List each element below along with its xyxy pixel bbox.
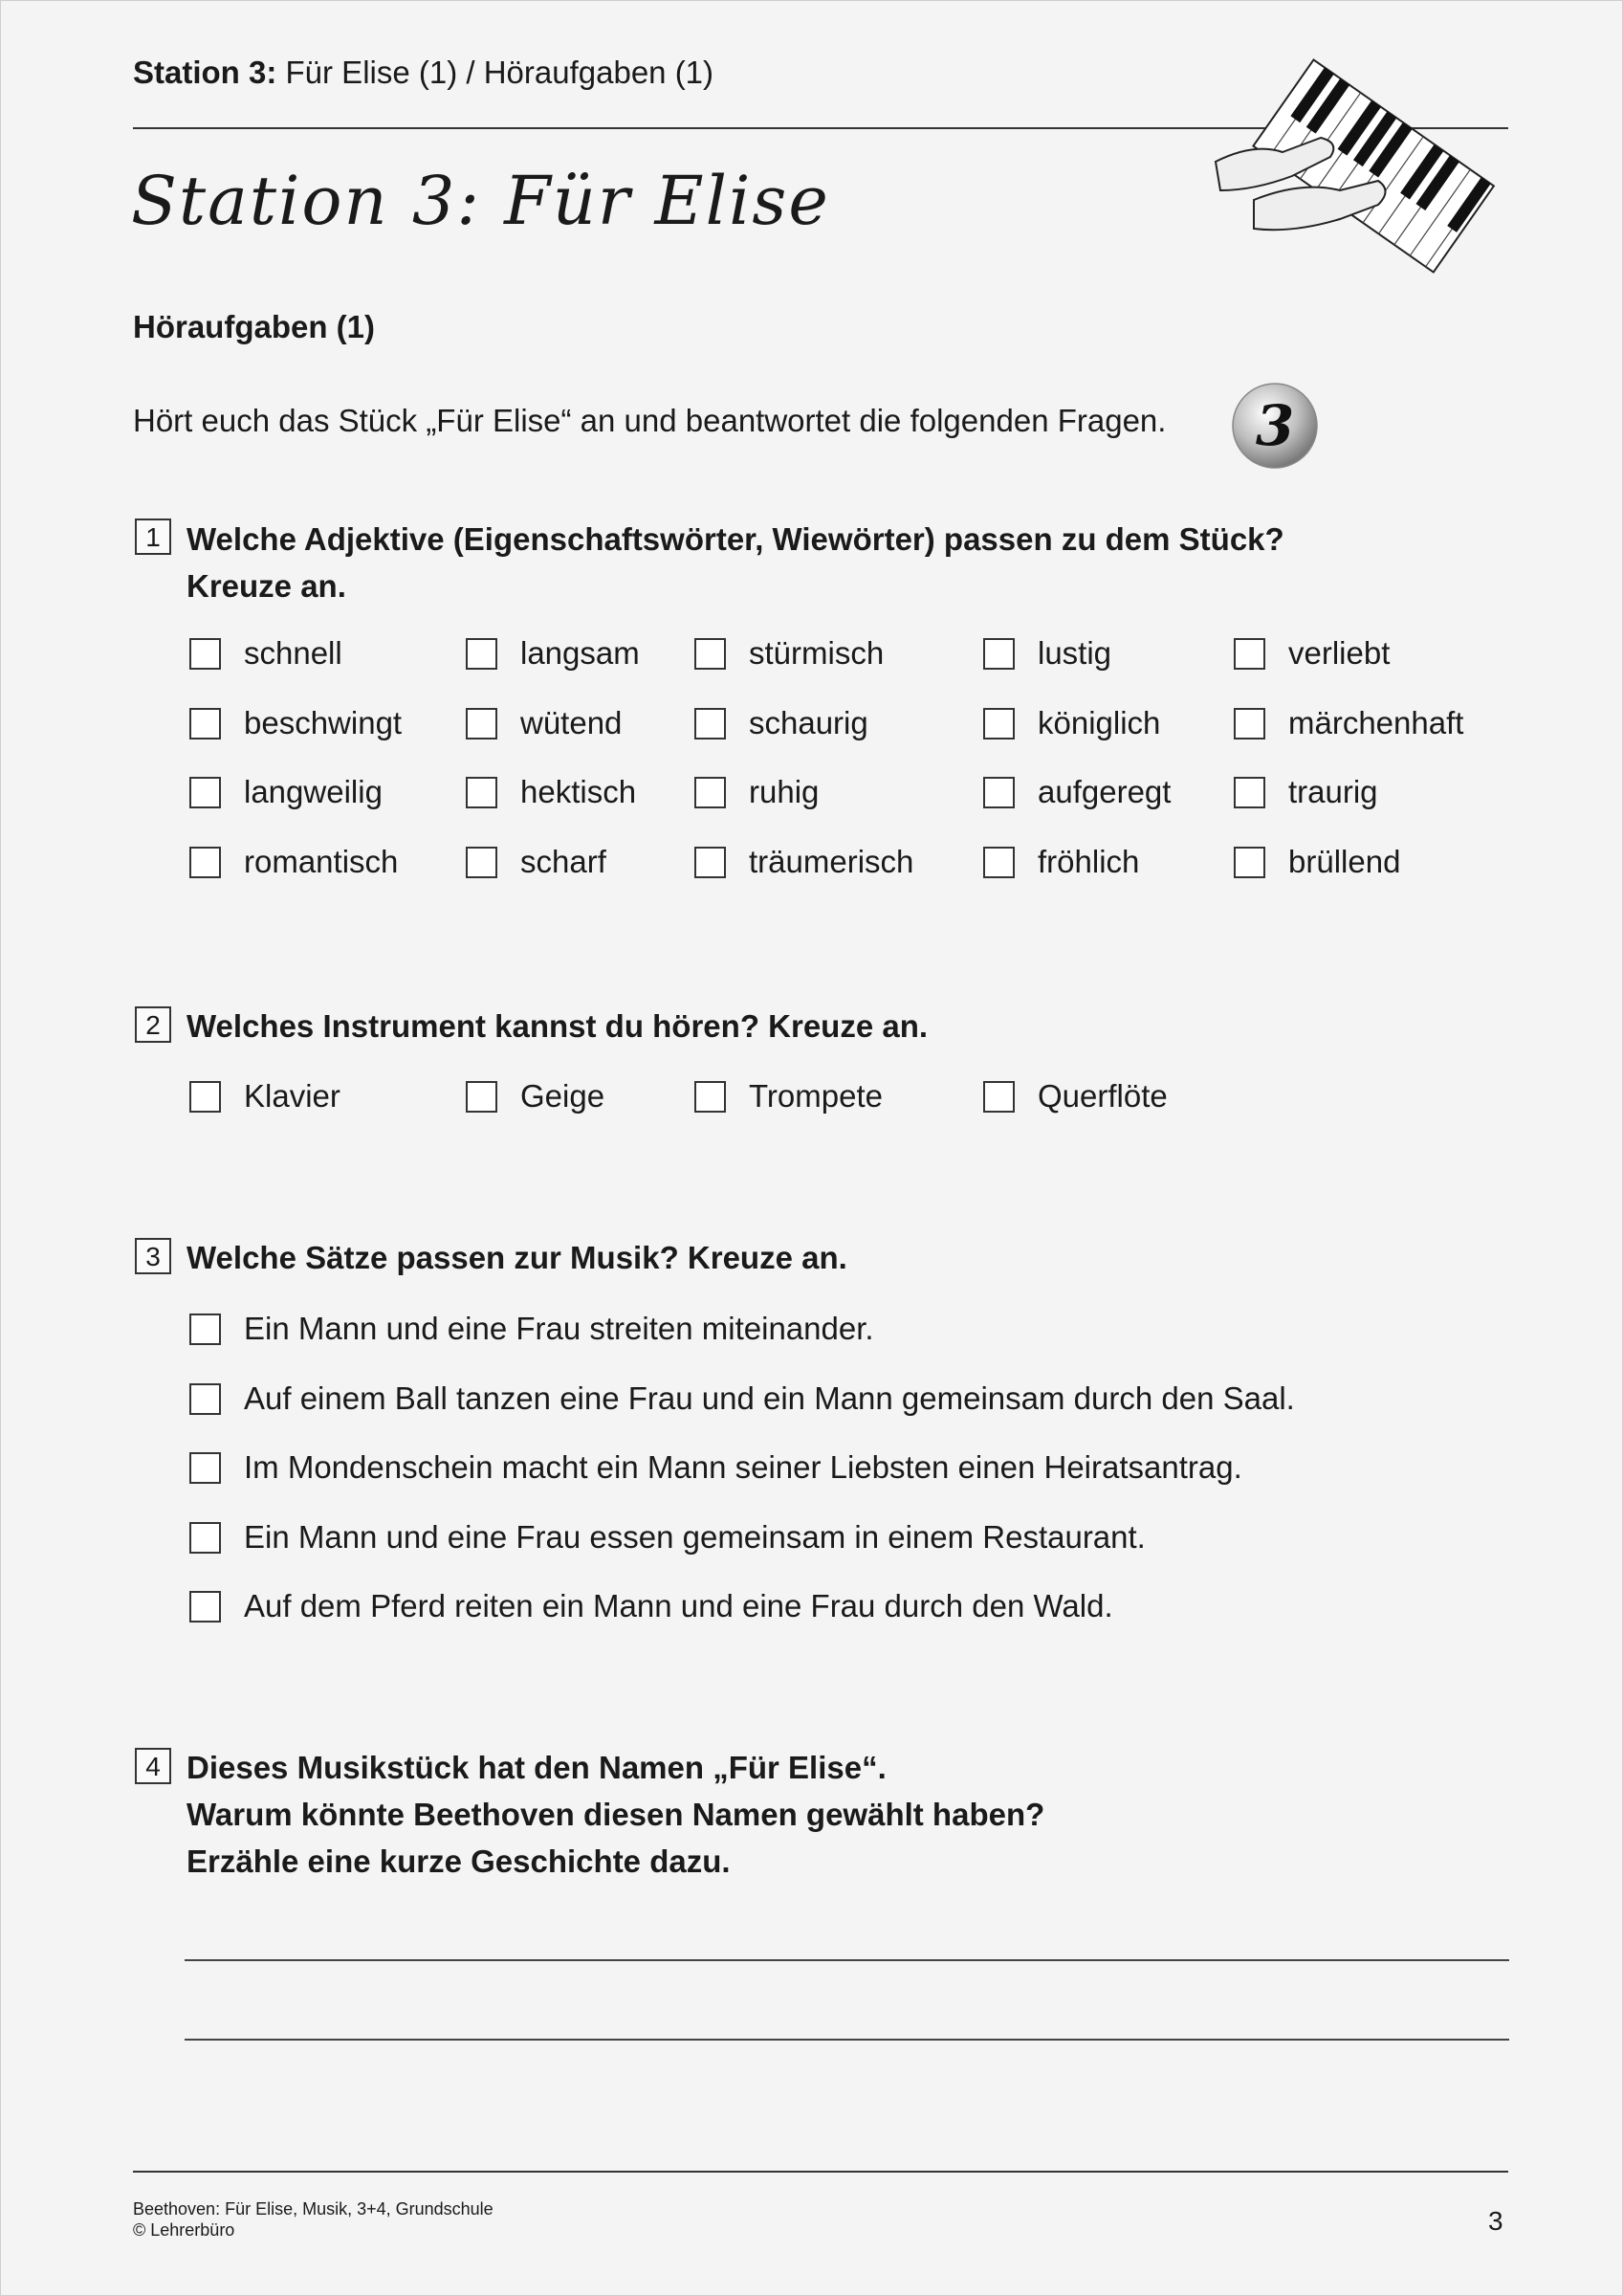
q2-option[interactable] <box>983 1078 1168 1115</box>
option-label: märchenhaft <box>1288 705 1464 740</box>
header-station-bold: Station 3: <box>133 55 277 90</box>
footer-line-2: © Lehrerbüro <box>133 2220 235 2240</box>
footer-rule <box>133 2171 1508 2173</box>
option-label: langweilig <box>244 774 383 809</box>
checkbox[interactable] <box>694 777 726 808</box>
q1-option[interactable] <box>466 774 636 810</box>
checkbox[interactable] <box>466 847 497 878</box>
question-1-line1: Welche Adjektive (Eigenschaftswörter, Wiewörter) passen zu dem Stück? <box>186 521 1284 557</box>
question-number-3: 3 <box>135 1238 171 1274</box>
intro-text: Hört euch das Stück „Für Elise“ an und beantwortet die folgenden Fragen. <box>133 403 1167 438</box>
q3-option[interactable] <box>189 1449 1242 1486</box>
section-subheading: Höraufgaben (1) <box>133 309 376 344</box>
q1-option[interactable] <box>694 705 868 741</box>
q2-option[interactable] <box>694 1078 883 1115</box>
q1-option[interactable] <box>983 844 1139 880</box>
option-label: Im Mondenschein macht ein Mann seiner Liebsten einen Heiratsantrag. <box>244 1449 1242 1485</box>
question-4-text <box>186 1744 1044 1885</box>
q1-option[interactable] <box>1234 635 1390 672</box>
option-label: traurig <box>1288 774 1378 809</box>
option-label: hektisch <box>520 774 637 809</box>
footer-line-1: Beethoven: Für Elise, Musik, 3+4, Grundschule <box>133 2199 493 2219</box>
question-1-line2: Kreuze an. <box>186 568 346 604</box>
option-label: beschwingt <box>244 705 403 740</box>
page-number: 3 <box>1488 2206 1503 2236</box>
q1-option[interactable] <box>189 844 398 880</box>
option-label: Trompete <box>749 1078 883 1114</box>
option-label: träumerisch <box>749 844 914 879</box>
q1-option[interactable] <box>189 774 383 810</box>
question-2-text: Welches Instrument kannst du hören? Kreuze an. <box>186 1008 929 1044</box>
checkbox[interactable] <box>189 777 221 808</box>
q2-option[interactable] <box>466 1078 604 1115</box>
answer-line-2[interactable] <box>185 2039 1509 2041</box>
footer-credits <box>133 2198 493 2241</box>
q1-option[interactable] <box>189 635 342 672</box>
option-label: königlich <box>1038 705 1161 740</box>
checkbox[interactable] <box>189 1383 221 1415</box>
q1-option[interactable] <box>466 844 606 880</box>
checkbox[interactable] <box>189 1591 221 1623</box>
q1-option[interactable] <box>1234 774 1378 810</box>
question-4-line1: Dieses Musikstück hat den Namen „Für Elise“. <box>186 1750 887 1785</box>
q1-option[interactable] <box>983 635 1111 672</box>
checkbox[interactable] <box>466 638 497 670</box>
option-label: romantisch <box>244 844 399 879</box>
q3-option[interactable] <box>189 1588 1113 1624</box>
question-number-2: 2 <box>135 1006 171 1043</box>
option-label: verliebt <box>1288 635 1391 671</box>
checkbox[interactable] <box>189 1452 221 1484</box>
checkbox[interactable] <box>189 847 221 878</box>
checkbox[interactable] <box>189 638 221 670</box>
q1-option[interactable] <box>694 774 819 810</box>
checkbox[interactable] <box>1234 638 1265 670</box>
checkbox[interactable] <box>983 1081 1015 1113</box>
checkbox[interactable] <box>1234 708 1265 740</box>
checkbox[interactable] <box>466 708 497 740</box>
cd-track-icon <box>1231 382 1319 470</box>
page-header <box>133 55 713 91</box>
checkbox[interactable] <box>466 1081 497 1113</box>
checkbox[interactable] <box>983 708 1015 740</box>
q2-option[interactable] <box>189 1078 340 1115</box>
question-4-line3: Erzähle eine kurze Geschichte dazu. <box>186 1843 731 1879</box>
option-label: Geige <box>520 1078 605 1114</box>
option-label: fröhlich <box>1038 844 1140 879</box>
q1-option[interactable] <box>694 635 884 672</box>
q3-option[interactable] <box>189 1380 1295 1417</box>
q1-option[interactable] <box>466 635 640 672</box>
option-label: schnell <box>244 635 342 671</box>
option-label: langsam <box>520 635 640 671</box>
checkbox[interactable] <box>983 638 1015 670</box>
header-station-rest: Für Elise (1) / Höraufgaben (1) <box>276 55 714 90</box>
option-label: aufgeregt <box>1038 774 1172 809</box>
checkbox[interactable] <box>189 1522 221 1554</box>
q1-option[interactable] <box>1234 844 1400 880</box>
option-label: Ein Mann und eine Frau essen gemeinsam in einem Restaurant. <box>244 1519 1146 1555</box>
option-label: ruhig <box>749 774 820 809</box>
q1-option[interactable] <box>983 705 1160 741</box>
q1-option[interactable] <box>694 844 913 880</box>
checkbox[interactable] <box>189 1314 221 1345</box>
checkbox[interactable] <box>694 708 726 740</box>
q1-option[interactable] <box>1234 705 1463 741</box>
q3-option[interactable] <box>189 1311 874 1347</box>
option-label: lustig <box>1038 635 1112 671</box>
checkbox[interactable] <box>189 708 221 740</box>
q3-option[interactable] <box>189 1519 1146 1556</box>
question-number-4: 4 <box>135 1748 171 1784</box>
checkbox[interactable] <box>694 1081 726 1113</box>
option-label: Auf einem Ball tanzen eine Frau und ein Mann gemeinsam durch den Saal. <box>244 1380 1295 1416</box>
answer-line-1[interactable] <box>185 1959 1509 1961</box>
question-4-line2: Warum könnte Beethoven diesen Namen gewählt haben? <box>186 1797 1045 1832</box>
checkbox[interactable] <box>1234 777 1265 808</box>
option-label: stürmisch <box>749 635 885 671</box>
checkbox[interactable] <box>983 777 1015 808</box>
question-3-text: Welche Sätze passen zur Musik? Kreuze an. <box>186 1240 847 1275</box>
piano-hands-illustration <box>1196 47 1512 286</box>
question-number-1: 1 <box>135 519 171 555</box>
page-title: Station 3: Für Elise <box>131 162 830 240</box>
option-label: Ein Mann und eine Frau streiten miteinander. <box>244 1311 874 1346</box>
cd-track-number: 3 <box>1255 393 1295 458</box>
checkbox[interactable] <box>189 1081 221 1113</box>
q1-option[interactable] <box>189 705 402 741</box>
option-label: brüllend <box>1288 844 1401 879</box>
checkbox[interactable] <box>1234 847 1265 878</box>
option-label: Klavier <box>244 1078 340 1114</box>
checkbox[interactable] <box>466 777 497 808</box>
option-label: scharf <box>520 844 606 879</box>
checkbox[interactable] <box>694 847 726 878</box>
checkbox[interactable] <box>694 638 726 670</box>
option-label: Auf dem Pferd reiten ein Mann und eine Frau durch den Wald. <box>244 1588 1113 1623</box>
checkbox[interactable] <box>983 847 1015 878</box>
option-label: wütend <box>520 705 623 740</box>
q1-option[interactable] <box>466 705 622 741</box>
question-1-text <box>186 516 1284 609</box>
option-label: schaurig <box>749 705 868 740</box>
option-label: Querflöte <box>1038 1078 1168 1114</box>
q1-option[interactable] <box>983 774 1171 810</box>
